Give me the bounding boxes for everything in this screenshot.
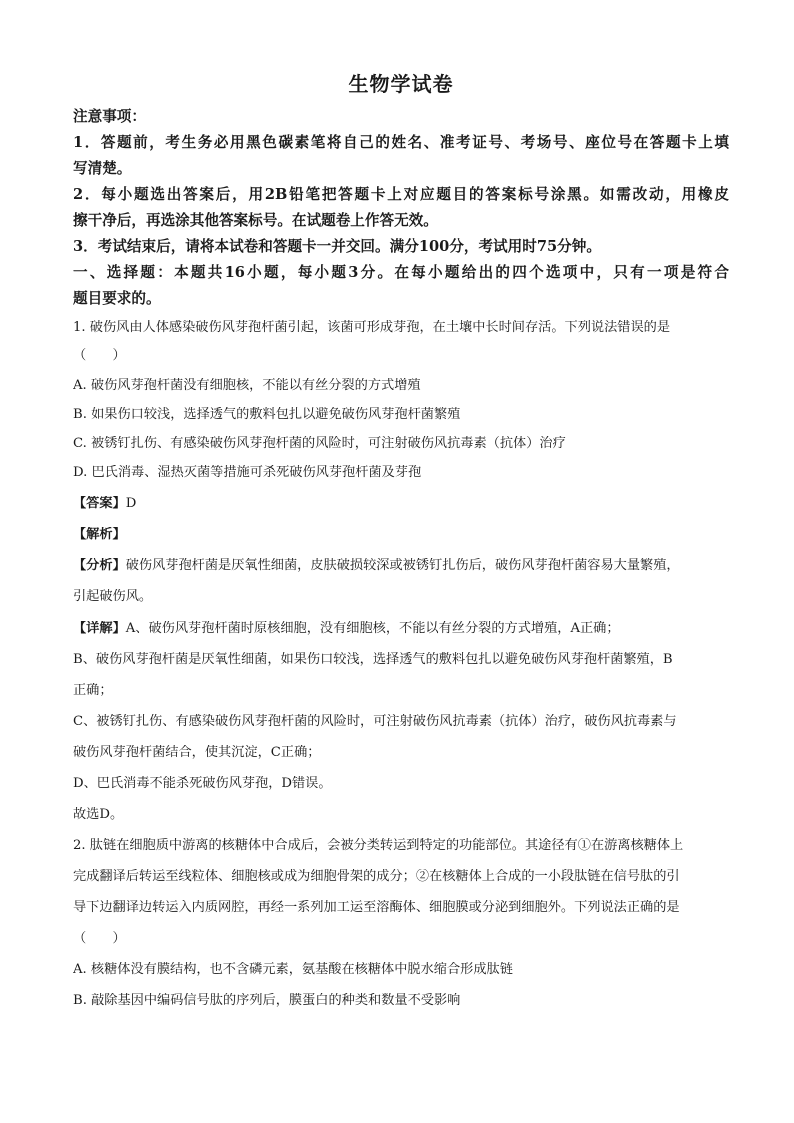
q2-option-a: A. 核糖体没有膜结构，也不含磷元素，氨基酸在核糖体中脱水缩合形成肽链 (73, 962, 513, 977)
q1-option-c: C. 被锈钉扎伤、有感染破伤风芽孢杆菌的风险时，可注射破伤风抗毒素（抗体）治疗 (73, 436, 566, 451)
q1-detail-3: 正确； (73, 683, 113, 698)
section-heading-cont: 题目要求的。 (73, 290, 161, 307)
q1-detail-6: D、巴氏消毒不能杀死破伤风芽孢，D错误。 (73, 776, 332, 791)
q1-option-d: D. 巴氏消毒、湿热灭菌等措施可杀死破伤风芽孢杆菌及芽孢 (73, 465, 422, 480)
q1-fenxi-1 (73, 558, 729, 574)
q1-stem: 1. 破伤风由人体感染破伤风芽孢杆菌引起，该菌可形成芽孢，在土壤中长时间存活。下列说法错误的是 (73, 320, 671, 335)
q2-answer-paren: （ ） (73, 931, 126, 946)
q1-detail-4: C、被锈钉扎伤、有感染破伤风芽孢杆菌的风险时，可注射破伤风抗毒素（抗体）治疗，破伤风抗毒素与 (73, 714, 677, 729)
q1-answer-paren: （ ） (73, 348, 126, 363)
q1-option-b: B. 如果伤口较浅，选择透气的敷料包扎以避免破伤风芽孢杆菌繁殖 (73, 407, 461, 422)
q1-detail-2: B、破伤风芽孢杆菌是厌氧性细菌，如果伤口较浅，选择透气的敷料包扎以避免破伤风芽孢杆菌繁殖，B (73, 652, 673, 667)
fenxi-tag: 【分析】 (73, 558, 126, 573)
q1-conclusion: 故选D。 (73, 807, 124, 822)
q1-answer (73, 496, 729, 512)
q1-fenxi-2: 引起破伤风。 (73, 589, 153, 604)
answer-value: D (125, 496, 137, 511)
answer-tag: 【答案】 (73, 496, 126, 511)
notice-item-2-cont: 擦干净后，再选涂其他答案标号。在试题卷上作答无效。 (73, 212, 438, 229)
notice-item-3: 3．考试结束后，请将本试卷和答题卡一并交回。满分100分，考试用时75分钟。 (73, 238, 601, 255)
notice-item-1: 1．答题前，考生务必用黑色碳素笔将自己的姓名、准考证号、考场号、座位号在答题卡上填 (73, 134, 729, 151)
q2-stem-2: 完成翻译后转运至线粒体、细胞核或成为细胞骨架的成分；②在核糖体上合成的一小段肽链在信号肽的引 (73, 869, 680, 884)
q2-option-b: B. 敲除基因中编码信号肽的序列后，膜蛋白的种类和数量不受影响 (73, 993, 461, 1008)
q1-analysis-tag (73, 527, 729, 543)
q2-stem-1: 2. 肽链在细胞质中游离的核糖体中合成后，会被分类转运到特定的功能部位。其途径有①在游离核糖体上 (73, 838, 684, 853)
notice-heading: 注意事项： (73, 108, 146, 125)
q1-detail-5: 破伤风芽孢杆菌结合，使其沉淀，C正确； (73, 745, 321, 760)
q1-detail-1 (73, 621, 729, 637)
detail-text-1: A、破伤风芽孢杆菌时原核细胞，没有细胞核，不能以有丝分裂的方式增殖，A正确； (125, 621, 620, 636)
q2-stem-3: 导下边翻译边转运入内质网腔，再经一系列加工运至溶酶体、细胞膜或分泌到细胞外。下列说法正确的是 (73, 900, 680, 915)
detail-tag: 【详解】 (73, 621, 126, 636)
notice-item-2: 2．每小题选出答案后，用2B铅笔把答题卡上对应题目的答案标号涂黑。如需改动，用橡皮 (73, 186, 729, 203)
page-title: 生物学试卷 (348, 72, 454, 96)
analysis-tag: 【解析】 (73, 527, 126, 542)
section-heading: 一、选择题：本题共16小题，每小题3分。在每小题给出的四个选项中，只有一项是符合 (73, 264, 729, 281)
fenxi-text-1: 破伤风芽孢杆菌是厌氧性细菌，皮肤破损较深或被锈钉扎伤后，破伤风芽孢杆菌容易大量繁殖， (125, 558, 680, 573)
notice-item-1-cont: 写清楚。 (73, 160, 132, 177)
q1-option-a: A. 破伤风芽孢杆菌没有细胞核，不能以有丝分裂的方式增殖 (73, 378, 421, 393)
